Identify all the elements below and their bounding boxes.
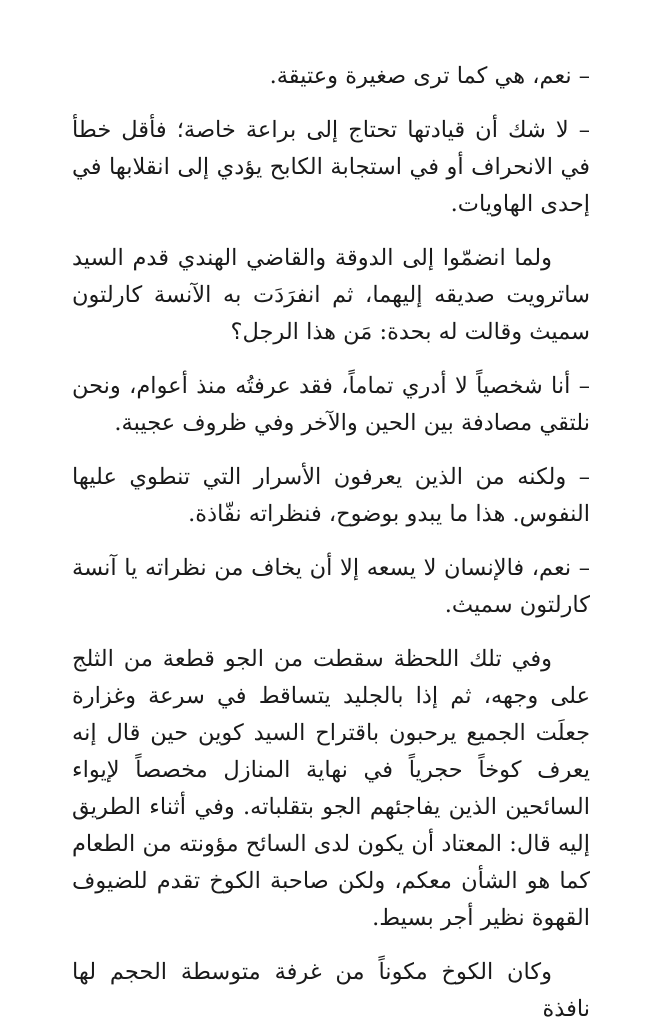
paragraph-gap	[72, 442, 590, 459]
paragraph-1: – نعم، هي كما ترى صغيرة وعتيقة.	[269, 63, 590, 89]
paragraph-6: – نعم، فالإنسان لا يسعه إلا أن يخاف من نظراته يا آنسة كارلتون سميث.	[72, 555, 590, 618]
paragraph-8: وكان الكوخ مكوناً من غرفة متوسطة الحجم لها نافذة	[72, 959, 590, 1022]
paragraph-3: ولما انضمّوا إلى الدوقة والقاضي الهندي قدم السيد ساترويت صديقه إليهما، ثم انفرَدَت به الآنسة كارلتون سميث وقالت له بحدة: مَن هذا الرجل؟	[72, 245, 590, 345]
paragraph-5: – ولكنه من الذين يعرفون الأسرار التي تنطوي عليها النفوس. هذا ما يبدو بوضوح، فنظراته نفّاذة.	[72, 464, 590, 527]
paragraph-2: – لا شك أن قيادتها تحتاج إلى براعة خاصة؛ فأقل خطأ في الانحراف أو في استجابة الكابح يؤدي إلى انقلابها في إحدى الهاويات.	[72, 117, 590, 217]
paragraph-gap	[72, 351, 590, 368]
paragraph-gap	[72, 223, 590, 240]
paragraph-4: – أنا شخصياً لا أدري تماماً، فقد عرفتُه منذ أعوام، ونحن نلتقي مصادفة بين الحين والآخر وفي ظروف عجيبة.	[72, 373, 590, 436]
paragraph-gap	[72, 624, 590, 641]
book-page	[72, 58, 590, 1028]
paragraph-gap	[72, 533, 590, 550]
paragraph-gap	[72, 937, 590, 954]
paragraph-7: وفي تلك اللحظة سقطت من الجو قطعة من الثلج على وجهه، ثم إذا بالجليد يتساقط في سرعة وغزارة جعلَت الجميع يرحبون باقتراح السيد كوين حين قال إنه يعرف كوخاً حجرياً في نهاية المنازل مخصصاً لإيواء السائحين الذين يفاجئهم الجو بتقلباته. وفي أثناء الطريق إليه قال: المعتاد أن يكون لدى السائح مؤونته من الطعام كما هو الشأن معكم، ولكن صاحبة الكوخ تقدم للضيوف القهوة نظير أجر بسيط.	[72, 646, 590, 931]
paragraph-gap	[72, 95, 590, 112]
